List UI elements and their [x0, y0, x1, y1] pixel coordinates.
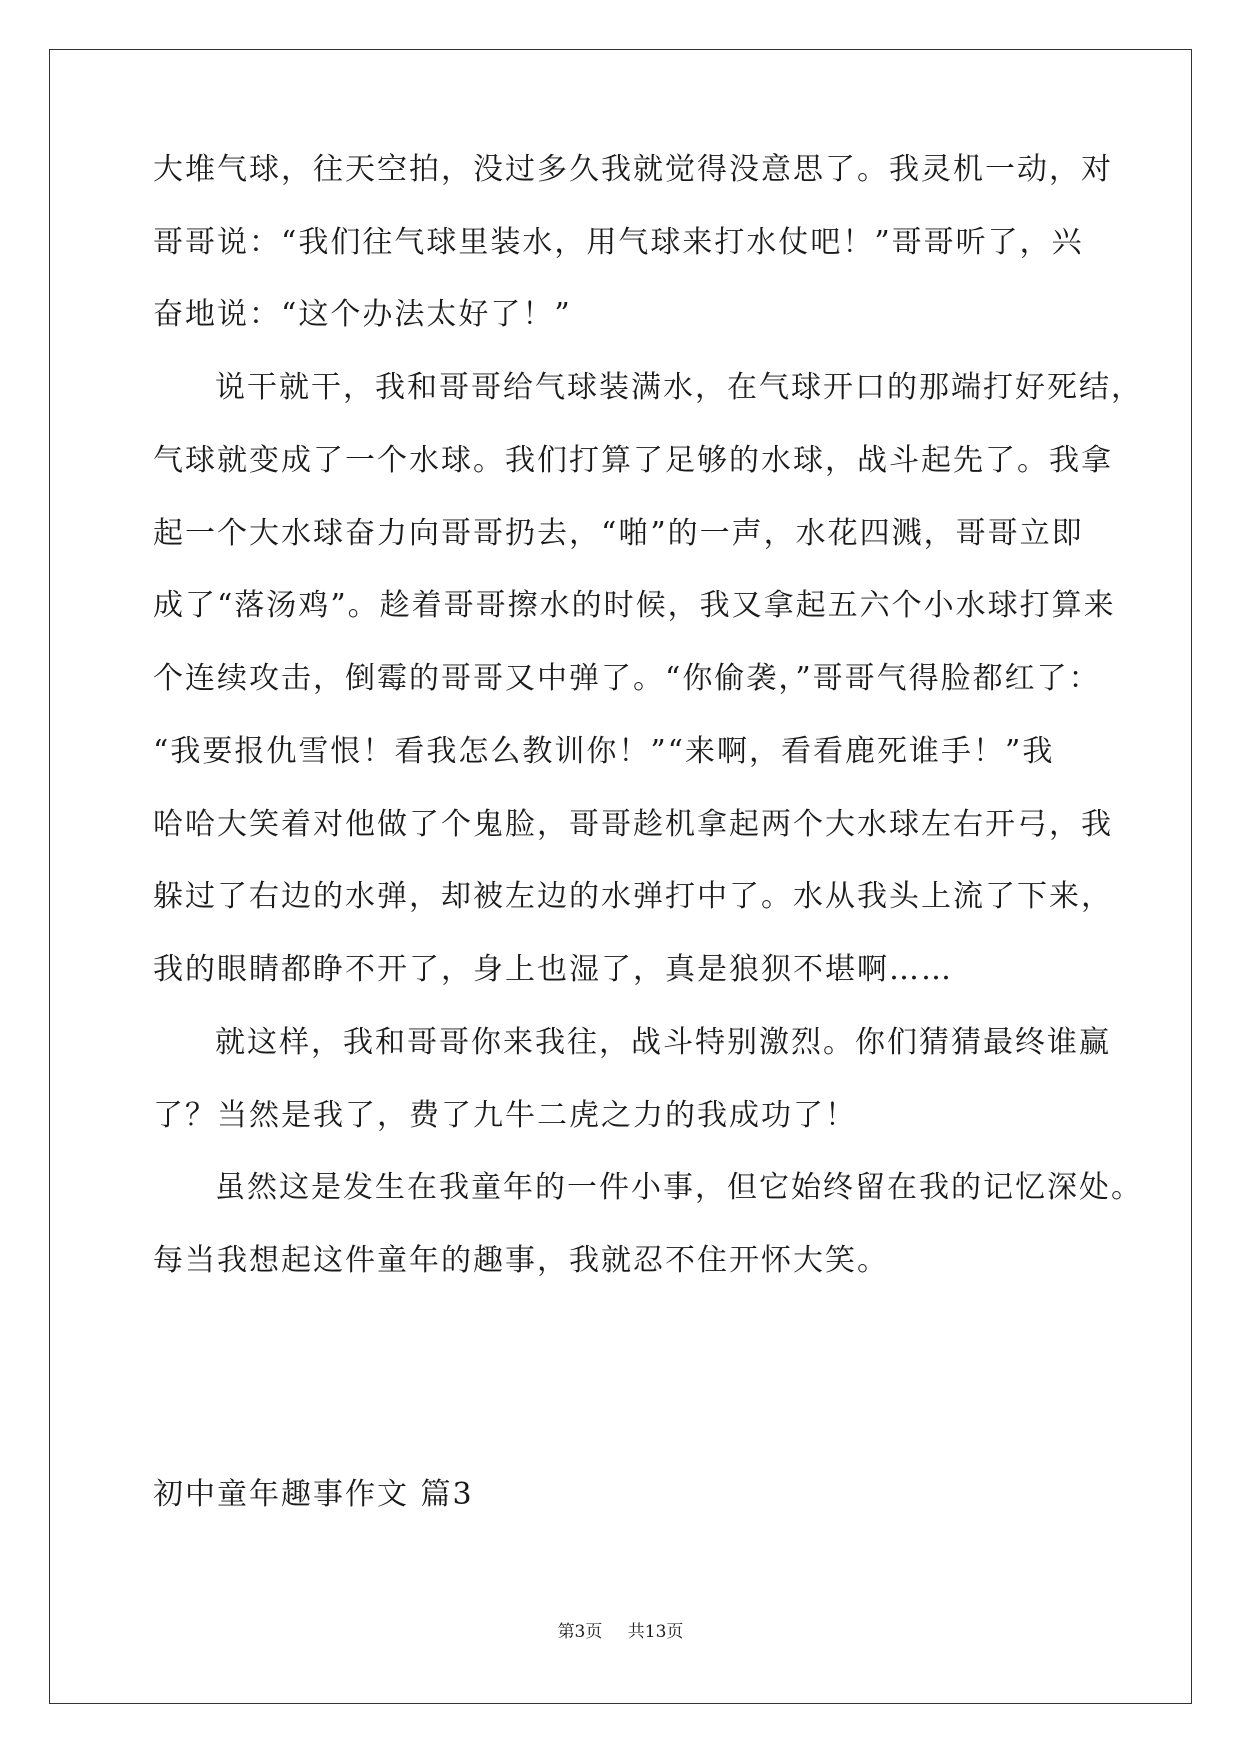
text-line-15: 虽然这是发生在我童年的一件小事，但它始终留在我的记忆深处。 — [215, 1170, 1143, 1205]
text-line-2: 哥哥说：“我们往气球里装水，用气球来打水仗吧！”哥哥听了，兴 — [153, 225, 1084, 260]
text-line-16: 每当我想起这件童年的趣事，我就忍不住开怀大笑。 — [153, 1243, 889, 1278]
text-line-11: 躲过了右边的水弹，却被左边的水弹打中了。水从我头上流了下来， — [153, 879, 1113, 914]
text-line-6: 起一个大水球奋力向哥哥扔去，“啪”的一声，水花四溅，哥哥立即 — [153, 516, 1084, 551]
text-line-12: 我的眼睛都睁不开了，身上也湿了，真是狼狈不堪啊…… — [153, 952, 953, 987]
text-line-7: 成了“落汤鸡”。趁着哥哥擦水的时候，我又拿起五六个小水球打算来 — [153, 588, 1116, 623]
text-line-14: 了？当然是我了，费了九牛二虎之力的我成功了！ — [153, 1098, 857, 1133]
text-line-1: 大堆气球，往天空拍，没过多久我就觉得没意思了。我灵机一动，对 — [153, 152, 1113, 187]
text-line-9: “我要报仇雪恨！看我怎么教训你！”“来啊，看看鹿死谁手！”我 — [153, 734, 1055, 769]
page-footer — [0, 1620, 1241, 1644]
text-line-10: 哈哈大笑着对他做了个鬼脸，哥哥趁机拿起两个大水球左右开弓，我 — [153, 807, 1113, 842]
page-total: 共13页 — [627, 1622, 684, 1642]
section-heading: 初中童年趣事作文 篇3 — [153, 1477, 474, 1512]
text-line-13: 就这样，我和哥哥你来我往，战斗特别激烈。你们猜猜最终谁赢 — [215, 1025, 1111, 1060]
text-line-8: 个连续攻击，倒霉的哥哥又中弹了。“你偷袭，”哥哥气得脸都红了： — [153, 661, 1101, 696]
text-line-4: 说干就干，我和哥哥给气球装满水，在气球开口的那端打好死结， — [215, 370, 1143, 405]
text-line-3: 奋地说：“这个办法太好了！” — [153, 297, 572, 332]
page-number: 第3页 — [557, 1622, 603, 1642]
text-line-5: 气球就变成了一个水球。我们打算了足够的水球，战斗起先了。我拿 — [153, 443, 1113, 478]
